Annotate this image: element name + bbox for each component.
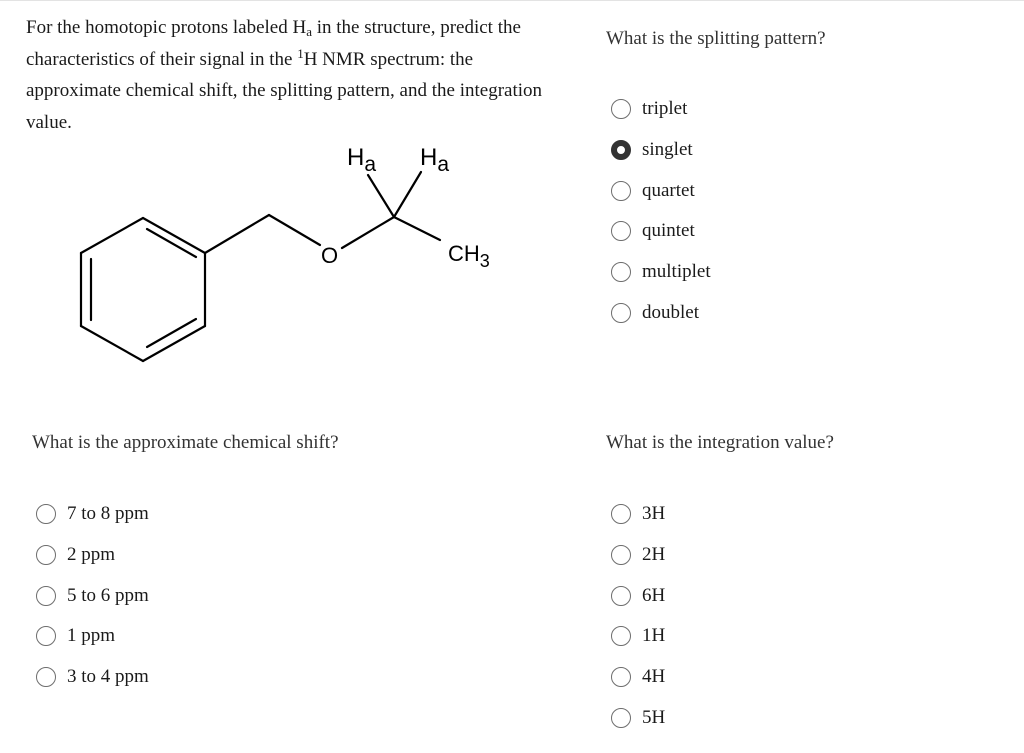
- splitting-prompt: What is the splitting pattern?: [606, 28, 826, 49]
- radio-button[interactable]: [611, 667, 631, 687]
- oxygen-label: O: [321, 243, 339, 268]
- radio-button[interactable]: [611, 181, 631, 201]
- ha-label-right: Ha: [420, 144, 450, 176]
- option-label: 2H: [642, 544, 666, 566]
- option-label: 4H: [642, 666, 666, 688]
- molecule-structure: [60, 130, 540, 380]
- radio-button[interactable]: [611, 262, 631, 282]
- bond-o-ch2: [342, 217, 394, 248]
- option-label: doublet: [642, 301, 699, 323]
- option-label: 3H: [642, 503, 666, 525]
- radio-button[interactable]: [611, 221, 631, 241]
- option-label: 1 ppm: [67, 625, 116, 647]
- bond-ch2-ch3: [394, 217, 440, 240]
- shift-option-1-ppm[interactable]: [36, 616, 149, 657]
- radio-button[interactable]: [611, 586, 631, 606]
- bond-ring-ch2: [205, 215, 269, 253]
- splitting-option-multiplet[interactable]: [611, 252, 711, 293]
- shift-option-3-to-4-ppm[interactable]: [36, 657, 149, 698]
- shift-option-2-ppm[interactable]: [36, 535, 149, 576]
- ring-double-bond: [147, 319, 196, 347]
- ring-bond: [81, 326, 143, 361]
- splitting-option-quintet[interactable]: [611, 211, 711, 252]
- integration-option-3h[interactable]: [611, 494, 665, 535]
- integration-option-5h[interactable]: [611, 697, 665, 738]
- radio-button[interactable]: [611, 99, 631, 119]
- option-label: quartet: [642, 179, 695, 201]
- option-label: 2 ppm: [67, 544, 116, 566]
- radio-button[interactable]: [611, 708, 631, 728]
- option-label: 5 to 6 ppm: [67, 584, 149, 606]
- question-text: For the homotopic protons labeled $H_a$ in the structure, predict the characteristics of their signal in the $^1$H NMR spectrum: the approximate chemical shift, the splitting pattern, and the integration value.: [26, 17, 543, 133]
- top-divider: [0, 0, 1024, 1]
- bond-ch2-o: [269, 215, 320, 245]
- radio-button[interactable]: [611, 140, 631, 160]
- option-label: 7 to 8 ppm: [67, 503, 149, 525]
- option-label: quintet: [642, 220, 695, 242]
- radio-button[interactable]: [36, 667, 56, 687]
- ch3-label: $CH_3$: [448, 241, 490, 271]
- radio-button[interactable]: [36, 545, 56, 565]
- integration-options: [611, 494, 665, 738]
- option-label: 3 to 4 ppm: [67, 666, 149, 688]
- integration-prompt: What is the integration value?: [606, 432, 834, 453]
- radio-button[interactable]: [36, 586, 56, 606]
- radio-button[interactable]: [36, 626, 56, 646]
- radio-button[interactable]: [611, 545, 631, 565]
- radio-button[interactable]: [36, 504, 56, 524]
- radio-button[interactable]: [611, 303, 631, 323]
- option-label: singlet: [642, 139, 693, 161]
- shift-option-7-to-8-ppm[interactable]: [36, 494, 149, 535]
- radio-button[interactable]: [611, 626, 631, 646]
- shift-option-5-to-6-ppm[interactable]: [36, 575, 149, 616]
- bond-ha-right: [394, 172, 421, 217]
- integration-option-4h[interactable]: [611, 657, 665, 698]
- integration-option-1h[interactable]: [611, 616, 665, 657]
- ha-label-left: Ha: [347, 144, 377, 176]
- integration-option-2h[interactable]: [611, 535, 665, 576]
- option-label: 1H: [642, 625, 666, 647]
- shift-prompt: What is the approximate chemical shift?: [32, 432, 339, 453]
- splitting-option-doublet[interactable]: [611, 292, 711, 333]
- option-label: triplet: [642, 98, 688, 120]
- option-label: multiplet: [642, 261, 711, 283]
- radio-button[interactable]: [611, 504, 631, 524]
- integration-option-6h[interactable]: [611, 575, 665, 616]
- option-label: 6H: [642, 584, 666, 606]
- ring-bond: [81, 218, 143, 253]
- splitting-option-quartet[interactable]: [611, 170, 711, 211]
- ring-bond: [143, 218, 205, 253]
- splitting-options: [611, 89, 711, 333]
- splitting-option-triplet[interactable]: [611, 89, 711, 130]
- splitting-option-singlet[interactable]: [611, 130, 711, 171]
- bond-ha-left: [368, 175, 394, 217]
- shift-options: [36, 494, 149, 697]
- option-label: 5H: [642, 706, 666, 728]
